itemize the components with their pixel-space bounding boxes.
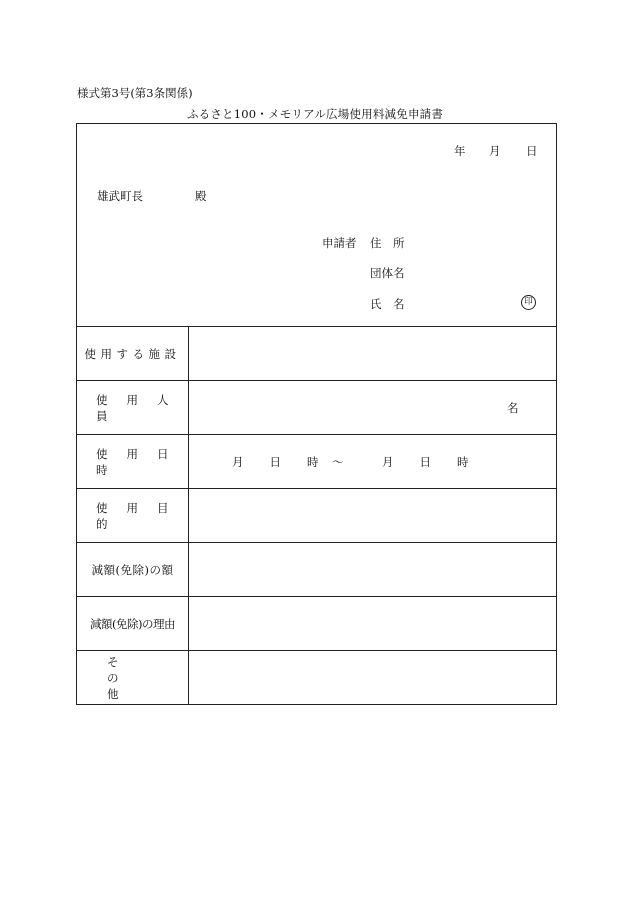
row-label-facility: 使用する施設	[84, 347, 181, 361]
form-number: 様式第3号(第3条関係)	[77, 86, 193, 100]
users-unit: 名	[507, 401, 519, 415]
day-label: 日	[526, 144, 538, 158]
row-label-other: その他	[107, 655, 149, 701]
column-divider	[188, 326, 189, 704]
applicant-label: 申請者	[322, 236, 357, 250]
row-label-users: 使用人員	[96, 393, 188, 423]
seal-mark: 印	[521, 295, 536, 310]
address-label: 住 所	[370, 236, 405, 250]
month-label: 月	[489, 144, 501, 158]
document-title: ふるさと100・メモリアル広場使用料減免申請書	[186, 107, 444, 121]
year-label: 年	[454, 144, 466, 158]
row-label-datetime: 使用日時	[96, 447, 188, 477]
application-form-table	[76, 123, 557, 705]
honorific: 殿	[195, 189, 207, 203]
row-label-reduction-amount: 減額(免除)の額	[91, 563, 174, 577]
name-label: 氏 名	[370, 297, 405, 311]
row-label-purpose: 使用目的	[96, 501, 188, 531]
organization-label: 団体名	[370, 266, 405, 280]
datetime-value: 月 日 時 ～ 月 日 時	[232, 455, 470, 469]
row-label-reduction-reason: 減額(免除)の理由	[90, 617, 175, 631]
addressee: 雄武町長	[97, 189, 143, 203]
